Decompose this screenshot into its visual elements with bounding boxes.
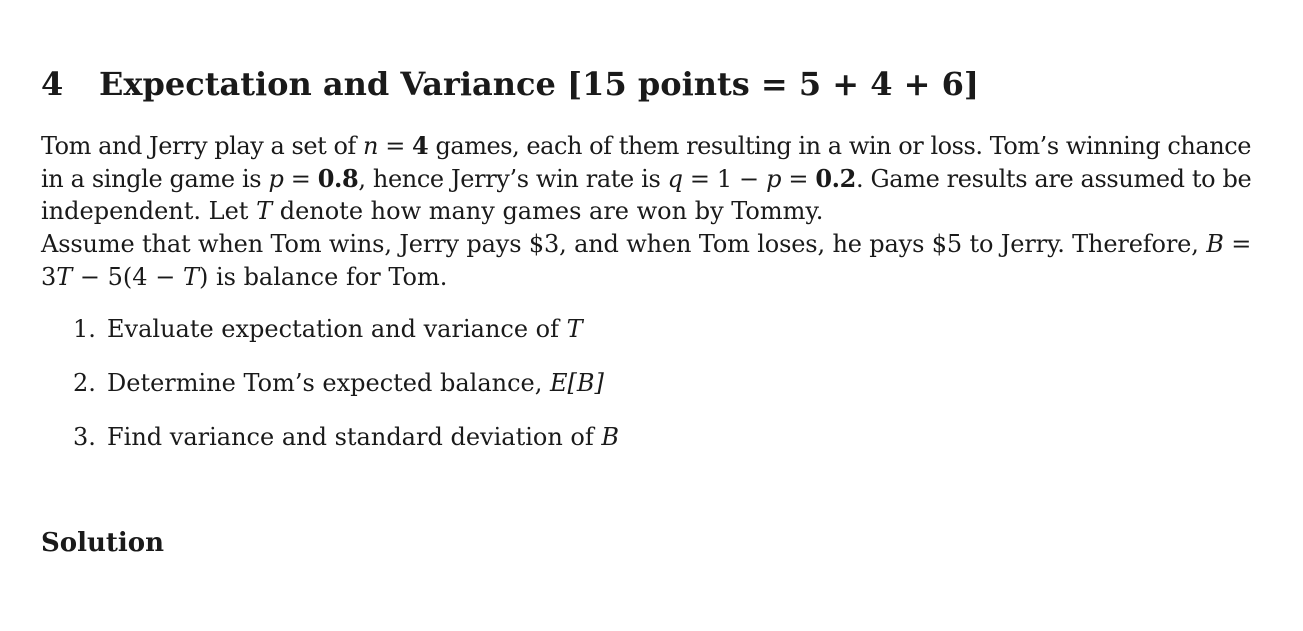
paragraph-line — [41, 163, 1251, 196]
math-variable: B — [601, 423, 620, 451]
math-variable: T — [566, 315, 583, 343]
list-item-number: 1. — [73, 315, 96, 343]
text-run: − 5(4 − — [72, 262, 183, 291]
paragraph-line — [41, 228, 1251, 261]
math-variable: E[B] — [550, 369, 604, 397]
text-run: Tom and Jerry play a set of — [41, 132, 364, 160]
section-title: Expectation and Variance [15 points = 5 + 4 + 6] — [99, 65, 979, 103]
text-run: = — [1223, 230, 1252, 258]
math-variable: p — [766, 164, 782, 193]
text-run: 3 — [41, 262, 57, 291]
problem-paragraph-2 — [41, 228, 1251, 293]
text-run: ) is balance for Tom. — [198, 262, 448, 291]
text-run: in a single game is — [41, 164, 269, 193]
section-number: 4 — [41, 65, 64, 103]
math-variable: B — [1206, 230, 1224, 258]
math-variable: q — [667, 164, 683, 193]
text-run: independent. Let — [41, 197, 257, 225]
problem-paragraph-1 — [41, 130, 1251, 228]
bold-value: 0.2 — [815, 163, 856, 193]
text-run: . Game results are assumed to be — [855, 164, 1252, 193]
text-run: , hence Jerry’s win rate is — [358, 164, 668, 193]
text-run: = 1 − — [682, 164, 767, 193]
solution-heading: Solution — [41, 528, 165, 558]
text-run: = — [378, 132, 413, 160]
bold-value: 4 — [412, 131, 429, 160]
list-item-text: Evaluate expectation and variance of — [107, 315, 567, 343]
list-item-number: 3. — [73, 423, 96, 451]
bold-value: 0.8 — [317, 163, 359, 193]
math-variable: T — [56, 262, 73, 291]
text-run: = — [283, 164, 318, 193]
text-run: Assume that when Tom wins, Jerry pays $3, and when Tom loses, he pays $5 to Jerry. Therefore, — [41, 230, 1207, 258]
paragraph-line — [41, 130, 1251, 163]
text-run: denote how many games are won by Tommy. — [272, 197, 824, 225]
list-item — [73, 421, 619, 453]
math-variable: T — [182, 262, 199, 291]
list-item — [73, 367, 604, 399]
math-variable: p — [268, 164, 284, 193]
text-run: games, each of them resulting in a win or loss. Tom’s winning chance — [428, 132, 1251, 160]
section-heading — [41, 62, 979, 106]
text-run: = — [781, 164, 816, 193]
math-variable: T — [256, 197, 273, 225]
list-item-text: Determine Tom’s expected balance, — [107, 369, 551, 397]
paragraph-line — [41, 195, 1251, 228]
list-item — [73, 313, 583, 345]
math-variable: n — [363, 132, 379, 160]
paragraph-line — [41, 261, 1251, 294]
list-item-number: 2. — [73, 369, 96, 397]
list-item-text: Find variance and standard deviation of — [107, 423, 602, 451]
